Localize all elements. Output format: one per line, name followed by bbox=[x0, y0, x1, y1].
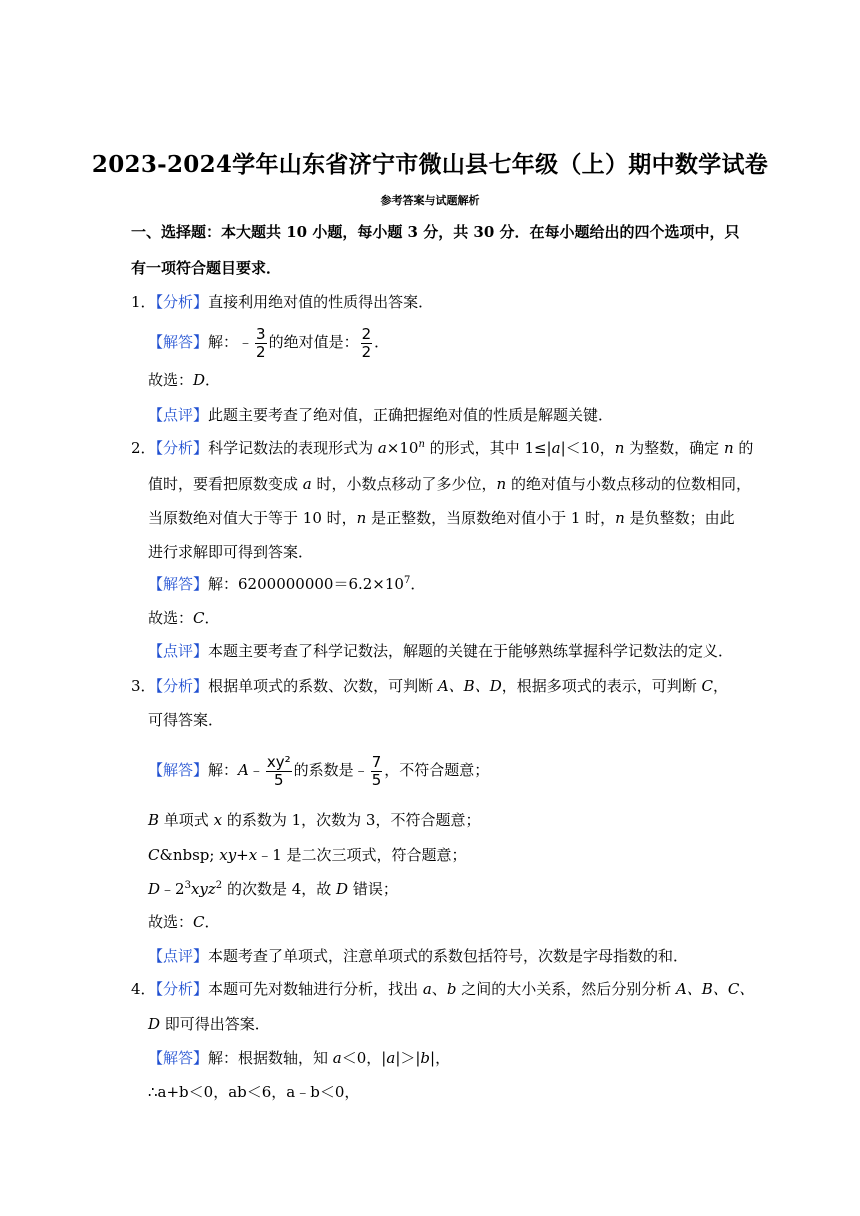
q3-frac1-numerator: xy² bbox=[266, 752, 291, 771]
q3-fraction-1 bbox=[266, 754, 292, 789]
analysis-tag: 【分析】 bbox=[155, 677, 209, 695]
q1-frac1-denominator: 2 bbox=[256, 342, 266, 361]
comment-tag: 【点评】 bbox=[148, 642, 209, 660]
q2-analysis-line-1 bbox=[131, 438, 753, 458]
q2-text: 为整数，确定 bbox=[624, 439, 724, 457]
q3-number: 3． bbox=[131, 677, 156, 695]
var-a: a bbox=[377, 439, 387, 457]
q2-text: 是正整数，当原数绝对值小于 1 时， bbox=[366, 509, 616, 527]
q1-frac2-denominator: 2 bbox=[361, 342, 372, 361]
answer-tag: 【解答】 bbox=[148, 761, 209, 779]
choice-prefix: 故选： bbox=[148, 609, 194, 627]
q3-dash: ﹣ bbox=[248, 761, 264, 779]
var-x: x bbox=[213, 811, 223, 829]
q3-option-b-line bbox=[148, 810, 480, 830]
q3-options-abd: A、B、D bbox=[437, 677, 502, 695]
q2-text: 是负整数；由此 bbox=[624, 509, 735, 527]
section-heading-line-2: 有一项符合题目要求． bbox=[131, 259, 282, 277]
var-a: a bbox=[386, 1049, 396, 1067]
q2-answer bbox=[148, 574, 425, 594]
q3-text: 错误； bbox=[348, 880, 398, 898]
q3-answer-mid: 的系数是﹣ bbox=[293, 761, 369, 779]
q4-analysis-line-1 bbox=[131, 979, 754, 999]
q3-exponent: 2 bbox=[215, 880, 223, 891]
q2-answer-end: ． bbox=[410, 575, 426, 593]
q2-comment-text: 本题主要考查了科学记数法，解题的关键在于能够熟练掌握科学记数法的定义． bbox=[208, 642, 734, 660]
q3-text: 单项式 bbox=[159, 811, 214, 829]
q2-analysis-line-2 bbox=[148, 474, 751, 494]
q3-option-d-line bbox=[148, 879, 398, 899]
q4-text: |， bbox=[430, 1049, 451, 1067]
q1-analysis-text: 直接利用绝对值的性质得出答案． bbox=[208, 293, 434, 311]
var-n: n bbox=[356, 509, 367, 527]
q3-choice bbox=[148, 912, 220, 932]
q3-answer bbox=[148, 750, 489, 790]
q3-text: ，根据多项式的表示，可判断 bbox=[501, 677, 702, 695]
q1-choice bbox=[148, 370, 220, 390]
q3-analysis-line-1 bbox=[131, 676, 728, 696]
var-n: n bbox=[418, 439, 425, 450]
q2-text: ×10 bbox=[386, 439, 419, 457]
q4-options-abc: A、B、C、 bbox=[675, 980, 755, 998]
q2-text: 值时，要看把原数变成 bbox=[148, 475, 303, 493]
q4-text: 本题可先对数轴进行分析，找出 bbox=[208, 980, 423, 998]
answer-tag: 【解答】 bbox=[148, 1049, 209, 1067]
q2-text: 的 bbox=[733, 439, 754, 457]
q2-choice-letter: C bbox=[193, 609, 205, 627]
q1-comment-text: 此题主要考查了绝对值，正确把握绝对值的性质是解题关键． bbox=[208, 406, 614, 424]
q3-text: ﹣1 是二次三项式，符合题意； bbox=[257, 846, 467, 864]
q3-expression: xy+x bbox=[219, 846, 258, 864]
q1-frac2-numerator: 2 bbox=[361, 324, 372, 343]
var-n: n bbox=[723, 439, 734, 457]
q3-text: &nbsp; bbox=[159, 846, 220, 864]
var-a: a bbox=[302, 475, 312, 493]
q2-number: 2． bbox=[131, 439, 156, 457]
q2-answer-text: 解：6200000000＝6.2×10 bbox=[208, 575, 404, 593]
q3-option-c: C bbox=[148, 846, 160, 864]
q4-option-d: D bbox=[148, 1015, 161, 1033]
q1-choice-letter: D bbox=[193, 371, 206, 389]
q2-analysis-line-4: 进行求解即可得到答案． bbox=[148, 543, 314, 561]
q3-option-b: B bbox=[148, 811, 160, 829]
q3-text: 根据单项式的系数、次数，可判断 bbox=[208, 677, 438, 695]
q3-text: 的系数为 1，次数为 3，不符合题意； bbox=[222, 811, 481, 829]
page-subtitle: 参考答案与试题解析 bbox=[380, 194, 480, 207]
analysis-tag: 【分析】 bbox=[155, 439, 209, 457]
q3-answer-end: ，不符合题意； bbox=[384, 761, 490, 779]
q3-frac1-denominator: 5 bbox=[274, 770, 284, 789]
q1-answer-pre: 解：﹣ bbox=[208, 333, 254, 351]
q3-option-d: D bbox=[336, 880, 349, 898]
comment-tag: 【点评】 bbox=[148, 406, 209, 424]
q2-comment bbox=[148, 641, 733, 661]
q2-text: 的形式，其中 1≤| bbox=[424, 439, 552, 457]
var-a: a bbox=[422, 980, 432, 998]
q3-analysis-line-2: 可得答案． bbox=[148, 711, 224, 729]
q3-frac2-denominator: 5 bbox=[371, 770, 382, 789]
q1-fraction-2 bbox=[361, 326, 373, 361]
q2-text: 当原数绝对值大于等于 10 时， bbox=[148, 509, 357, 527]
q3-answer-pre: 解： bbox=[208, 761, 239, 779]
q3-comment bbox=[148, 946, 688, 966]
q1-frac1-numerator: 3 bbox=[256, 324, 266, 343]
comment-tag: 【点评】 bbox=[148, 947, 209, 965]
choice-prefix: 故选： bbox=[148, 371, 194, 389]
var-n: n bbox=[496, 475, 507, 493]
q4-number: 4． bbox=[131, 980, 156, 998]
q2-text: 的绝对值与小数点移动的位数相同， bbox=[506, 475, 751, 493]
q1-number: 1． bbox=[131, 293, 156, 311]
var-b: b bbox=[446, 980, 457, 998]
choice-end: ． bbox=[204, 913, 220, 931]
q4-text: ＜0，| bbox=[341, 1049, 387, 1067]
q3-option-a: A bbox=[238, 761, 249, 779]
answer-tag: 【解答】 bbox=[148, 575, 209, 593]
var-n: n bbox=[614, 439, 625, 457]
q1-answer-mid: 的绝对值是： bbox=[268, 333, 359, 351]
q3-option-d: D bbox=[148, 880, 161, 898]
q2-answer-exponent: 7 bbox=[403, 575, 411, 586]
q2-analysis-line-3 bbox=[148, 508, 735, 528]
q1-analysis bbox=[131, 292, 433, 312]
q3-exponent: 3 bbox=[184, 880, 191, 891]
q4-text: 解：根据数轴，知 bbox=[208, 1049, 333, 1067]
q1-comment bbox=[148, 405, 613, 425]
q4-text: 、 bbox=[431, 980, 447, 998]
q1-answer bbox=[148, 324, 389, 361]
var-b: b bbox=[420, 1049, 431, 1067]
analysis-tag: 【分析】 bbox=[155, 980, 209, 998]
q2-choice bbox=[148, 608, 220, 628]
q3-comment-text: 本题考查了单项式，注意单项式的系数包括符号，次数是字母指数的和． bbox=[208, 947, 689, 965]
q4-conclusion: ∴a+b＜0，ab＜6，a﹣b＜0， bbox=[148, 1083, 360, 1101]
q4-analysis-line-2 bbox=[148, 1014, 270, 1034]
page-title: 2023-2024学年山东省济宁市微山县七年级（上）期中数学试卷 bbox=[91, 151, 769, 178]
q1-fraction-1 bbox=[255, 326, 267, 361]
q3-text: ， bbox=[713, 677, 729, 695]
q1-answer-end: ． bbox=[374, 333, 390, 351]
q3-variables: xyz bbox=[190, 880, 216, 898]
var-a: a bbox=[551, 439, 561, 457]
section-heading-line-1: 一、选择题：本大题共 10 小题，每小题 3 分，共 30 分．在每小题给出的四个选项中，只 bbox=[131, 223, 740, 241]
var-n: n bbox=[615, 509, 625, 527]
q3-option-c-line bbox=[148, 845, 467, 865]
analysis-tag: 【分析】 bbox=[155, 293, 209, 311]
choice-prefix: 故选： bbox=[148, 913, 194, 931]
q4-text: |＞| bbox=[395, 1049, 421, 1067]
q4-answer bbox=[148, 1048, 450, 1068]
q2-text: 时，小数点移动了多少位， bbox=[311, 475, 497, 493]
q3-text: ﹣2 bbox=[160, 880, 185, 898]
choice-end: ． bbox=[204, 609, 220, 627]
var-a: a bbox=[332, 1049, 342, 1067]
q2-text: |＜10， bbox=[560, 439, 615, 457]
q2-text: 科学记数法的表现形式为 bbox=[208, 439, 378, 457]
q3-choice-letter: C bbox=[193, 913, 205, 931]
q3-frac2-numerator: 7 bbox=[371, 752, 382, 771]
q3-text: 的次数是 4，故 bbox=[222, 880, 337, 898]
q4-text: 即可得出答案． bbox=[160, 1015, 270, 1033]
choice-end: ． bbox=[205, 371, 221, 389]
q3-option-c: C bbox=[701, 677, 713, 695]
answer-tag: 【解答】 bbox=[148, 333, 209, 351]
q4-text: 之间的大小关系，然后分别分析 bbox=[456, 980, 676, 998]
q3-fraction-2 bbox=[371, 754, 383, 789]
